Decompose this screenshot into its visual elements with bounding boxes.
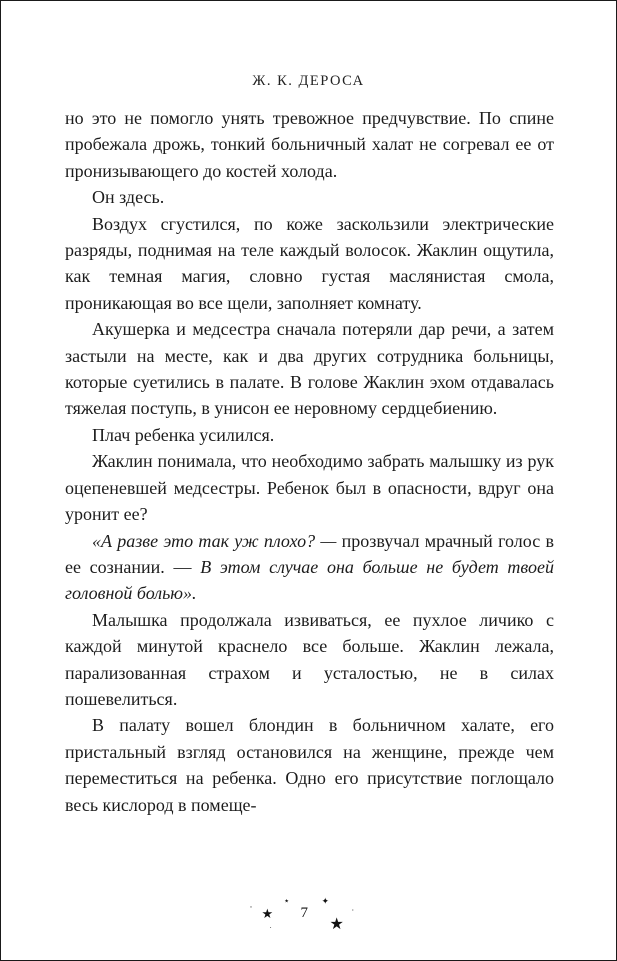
star-icon: ★ [329, 916, 344, 933]
star-icon: ★ [261, 906, 274, 921]
italic-text-segment: В этом случае она больше не будет твоей головной болью». [65, 556, 554, 604]
text-segment: но это не помогло унять тревожное предчувствие. По спине пробежала дрожь, тонкий больничный халат не согревал ее от пронизывающего до костей холода. [65, 108, 554, 181]
paragraph [65, 528, 554, 607]
text-segment: прозвучал мрачный голос в ее сознании. — [65, 530, 554, 577]
text-segment: Плач ребенка усилился. [92, 424, 275, 445]
text-segment: Малышка продолжала извиваться, ее пухлое личико с каждой минутой краснело все больше. Жаклин лежала, парализованная страхом и усталостью, не в силах пошевелиться. [65, 609, 554, 709]
text-segment: Акушерка и медсестра сначала потеряли дар речи, а затем застыли на месте, как и два других сотрудника больницы, которые суетились в палате. В голове Жаклин эхом отдавалась тяжелая поступь, в унисон ее неровному сердцебиению. [65, 319, 554, 419]
paragraph [65, 712, 554, 818]
page-number: 7 [300, 905, 308, 921]
paragraph [65, 184, 554, 210]
text-segment: Он здесь. [92, 187, 165, 208]
small-star-icon: ⋆ [283, 896, 290, 907]
paragraph [65, 316, 554, 422]
paragraph [65, 607, 554, 713]
page-footer [1, 897, 616, 949]
text-segment: В палату вошел блондин в больничном халате, его пристальный взгляд остановился на женщине, прежде чем переместиться на ребенка. Одно его присутствие поглощало весь кислород в помеще- [65, 715, 554, 815]
paragraph [65, 422, 554, 448]
text-segment: Воздух сгустился, по коже заскользили электрические разряды, поднимая на теле каждый волосок. Жаклин ощутила, как темная магия, словно густая маслянистая смола, проникающая во все щели, заполняет комнату. [65, 213, 554, 313]
four-point-star-icon: ✦ [321, 896, 330, 906]
paragraph [65, 211, 554, 317]
running-header-author: Ж. К. ДЕРОСА [252, 73, 365, 89]
sparkle-dot-icon: · [249, 902, 253, 912]
sparkle-dot-icon: · [269, 924, 272, 932]
paragraph [65, 105, 554, 184]
footer-ornament [234, 897, 384, 949]
body-text [65, 105, 554, 818]
italic-text-segment: «А разве это так уж плохо? — [92, 530, 342, 551]
text-segment: Жаклин понимала, что необходимо забрать малышку из рук оцепеневшей медсестры. Ребенок был в опасности, вдруг она уронит ее? [65, 451, 554, 525]
sparkle-dot-icon: · [351, 906, 355, 915]
paragraph [65, 448, 554, 527]
